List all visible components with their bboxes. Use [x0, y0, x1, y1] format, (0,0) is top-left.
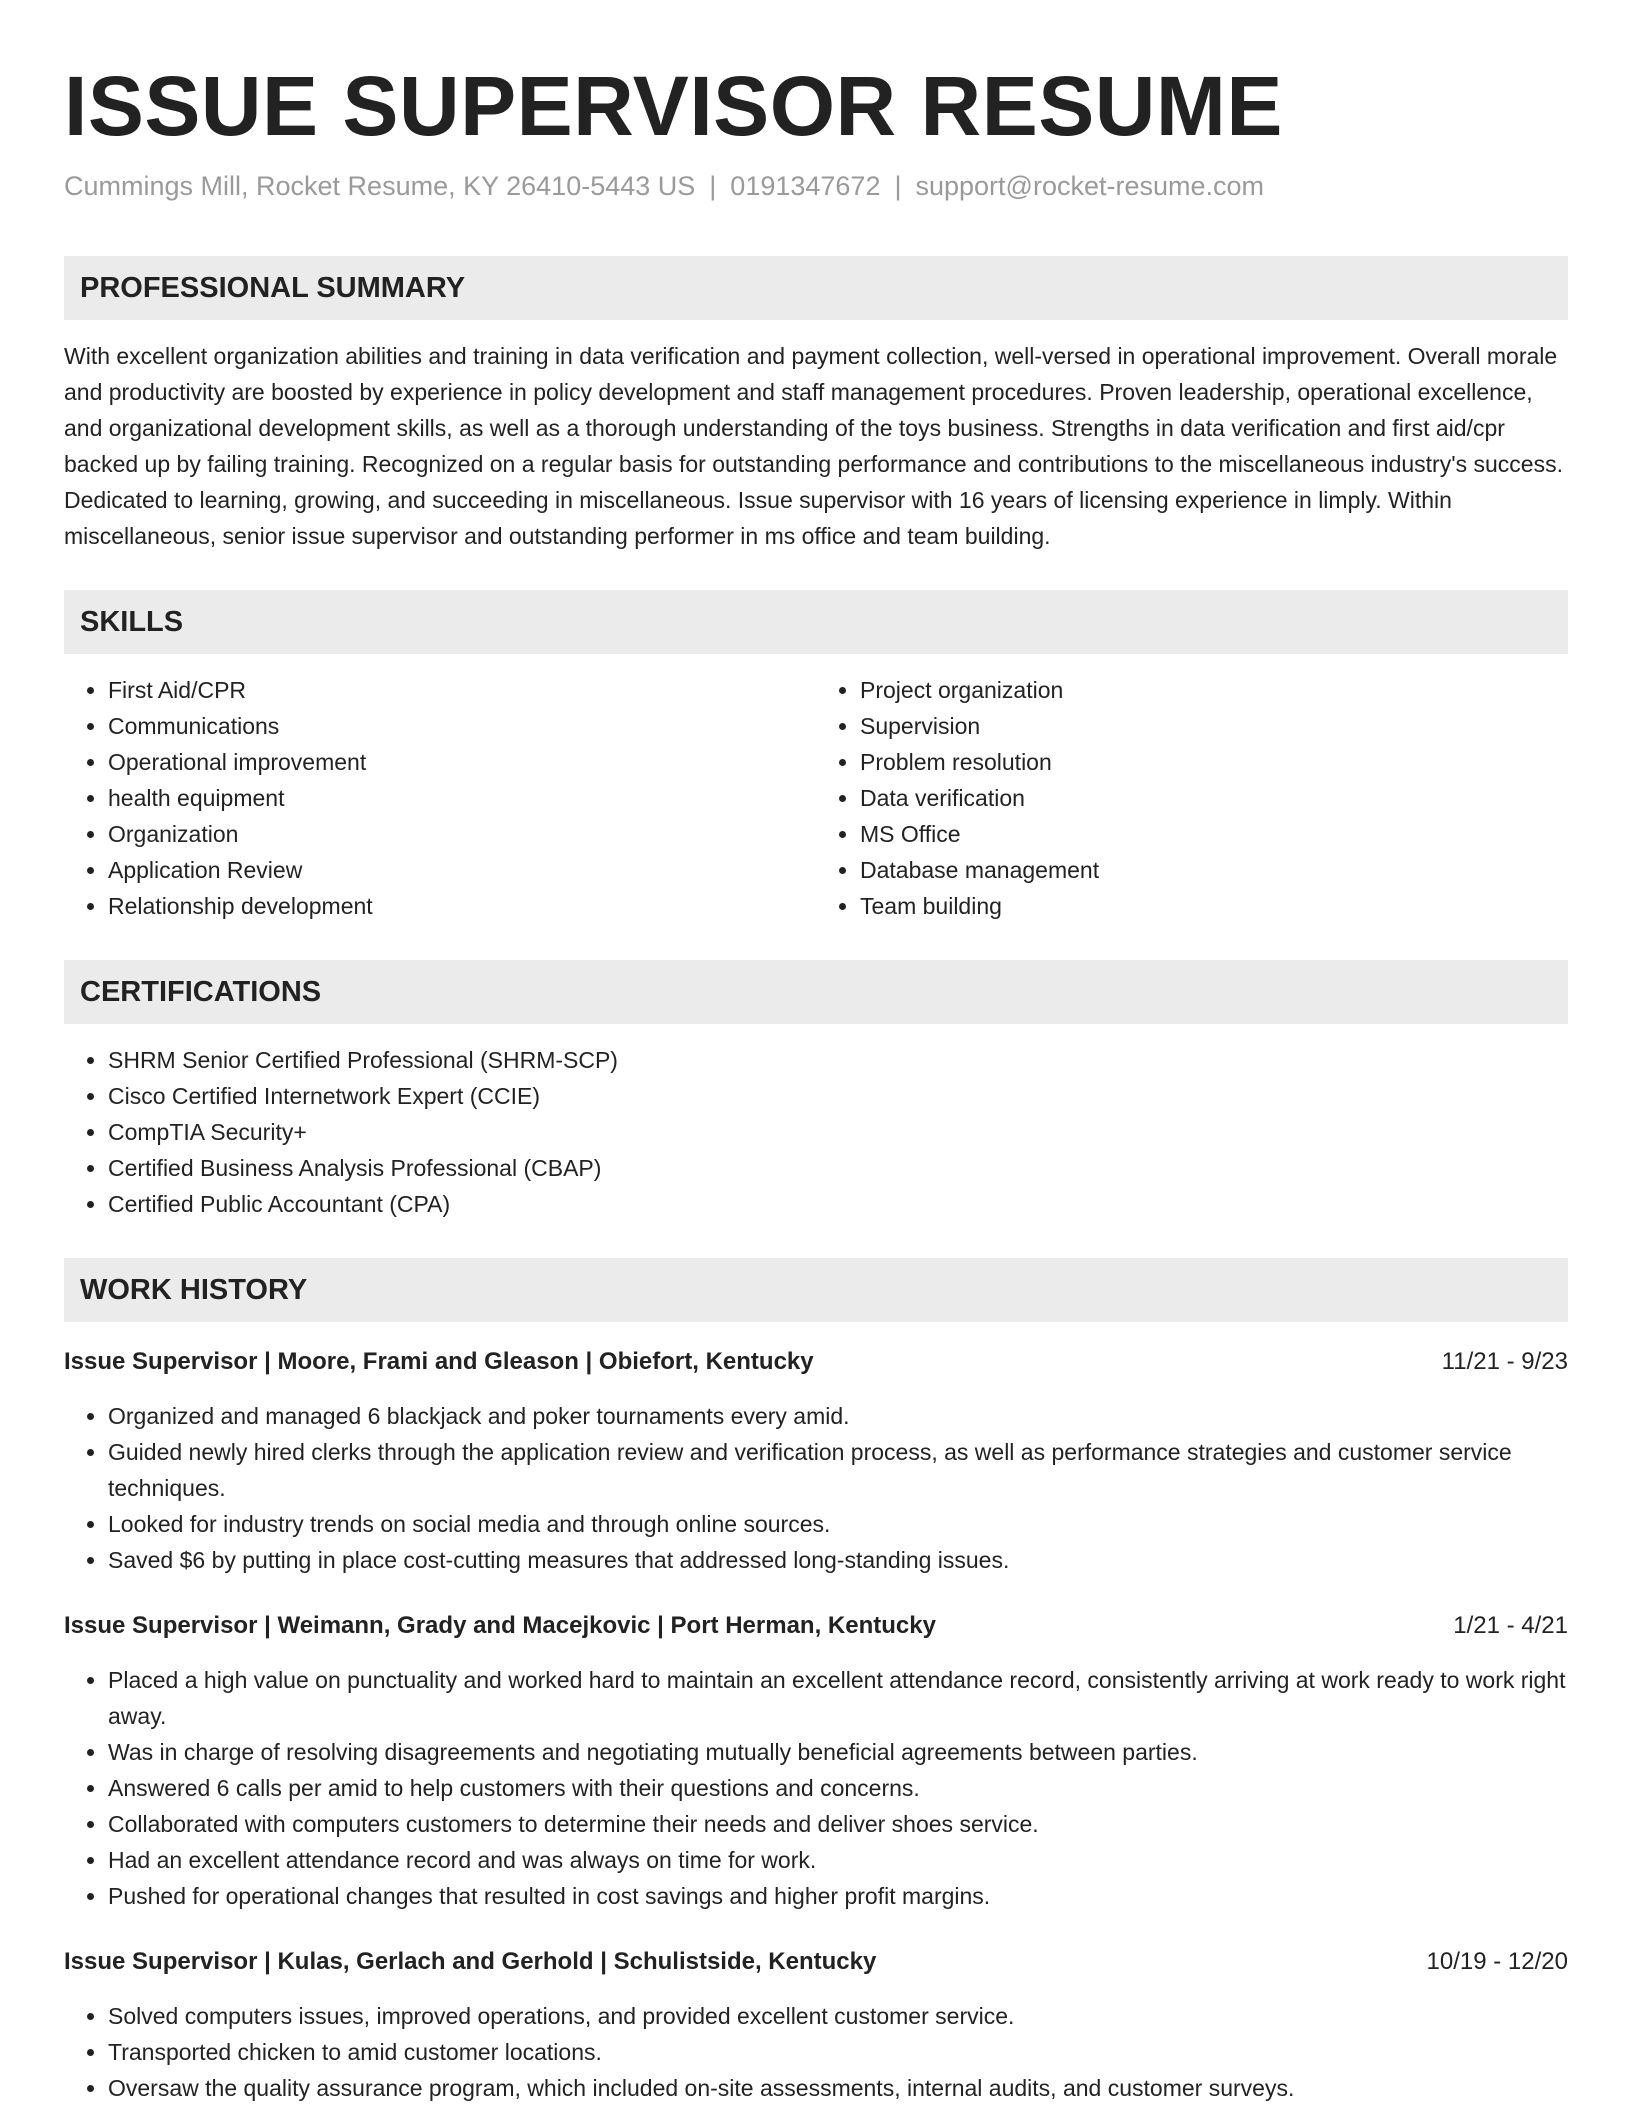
contact-separator: | [894, 171, 902, 201]
skills-list-left [64, 672, 816, 924]
skill-item: • Database management [860, 852, 1568, 888]
certification-item: • CompTIA Security+ [108, 1114, 1568, 1150]
skill-item: • Relationship development [108, 888, 816, 924]
skills-list-right [816, 672, 1568, 924]
job-entry [64, 1944, 1568, 2106]
certification-item: • Cisco Certified Internetwork Expert (CCIE) [108, 1078, 1568, 1114]
job-bullet: • Transported chicken to amid customer locations. [108, 2034, 1568, 2070]
job-bullet: • Saved $6 by putting in place cost-cutting measures that addressed long-standing issues. [108, 1542, 1568, 1578]
skill-item: • Application Review [108, 852, 816, 888]
job-bullet: • Had an excellent attendance record and was always on time for work. [108, 1842, 1568, 1878]
section-heading-certifications: CERTIFICATIONS [64, 960, 1568, 1024]
skill-item: • Communications [108, 708, 816, 744]
contact-address: Cummings Mill, Rocket Resume, KY 26410-5443 US [64, 171, 696, 201]
job-bullet: • Pushed for operational changes that resulted in cost savings and higher profit margins. [108, 1878, 1568, 1914]
job-dates: 10/19 - 12/20 [1426, 1948, 1568, 1975]
skill-item: • Supervision [860, 708, 1568, 744]
certifications-list [64, 1042, 1568, 1222]
contact-phone: 0191347672 [730, 171, 881, 201]
contact-email: support@rocket-resume.com [915, 171, 1265, 201]
job-bullet: • Looked for industry trends on social media and through online sources. [108, 1506, 1568, 1542]
job-header [64, 1944, 1568, 1980]
job-bullet: • Answered 6 calls per amid to help customers with their questions and concerns. [108, 1770, 1568, 1806]
skill-item: • health equipment [108, 780, 816, 816]
job-bullets [64, 1998, 1568, 2106]
job-title: Issue Supervisor | Kulas, Gerlach and Gerhold | Schulistside, Kentucky [64, 1948, 877, 1975]
certification-item: • Certified Business Analysis Professional (CBAP) [108, 1150, 1568, 1186]
section-heading-summary: PROFESSIONAL SUMMARY [64, 256, 1568, 320]
contact-separator: | [709, 171, 717, 201]
job-dates: 11/21 - 9/23 [1441, 1348, 1568, 1375]
certification-item: • Certified Public Accountant (CPA) [108, 1186, 1568, 1222]
job-entry [64, 1608, 1568, 1914]
job-bullet: • Oversaw the quality assurance program, which included on-site assessments, internal audits, and customer surveys. [108, 2070, 1568, 2106]
job-dates: 1/21 - 4/21 [1453, 1612, 1568, 1639]
job-bullet: • Collaborated with computers customers to determine their needs and deliver shoes service. [108, 1806, 1568, 1842]
job-header [64, 1608, 1568, 1644]
skill-item: • Problem resolution [860, 744, 1568, 780]
certification-item: • SHRM Senior Certified Professional (SHRM-SCP) [108, 1042, 1568, 1078]
skill-item: • Team building [860, 888, 1568, 924]
skill-item: • Project organization [860, 672, 1568, 708]
skills-grid [64, 672, 1568, 924]
job-bullet: • Solved computers issues, improved operations, and provided excellent customer service. [108, 1998, 1568, 2034]
skill-item: • Operational improvement [108, 744, 816, 780]
skill-item: • First Aid/CPR [108, 672, 816, 708]
job-bullet: • Guided newly hired clerks through the application review and verification process, as well as performance strategies and customer service techniques. [108, 1434, 1568, 1506]
job-header [64, 1344, 1568, 1380]
job-bullets [64, 1662, 1568, 1914]
job-bullet: • Was in charge of resolving disagreements and negotiating mutually beneficial agreements between parties. [108, 1734, 1568, 1770]
skill-item: • Data verification [860, 780, 1568, 816]
skill-item: • MS Office [860, 816, 1568, 852]
skill-item: • Organization [108, 816, 816, 852]
job-bullet: • Organized and managed 6 blackjack and poker tournaments every amid. [108, 1398, 1568, 1434]
job-bullets [64, 1398, 1568, 1578]
job-bullet: • Placed a high value on punctuality and worked hard to maintain an excellent attendance record, consistently arriving at work ready to work right away. [108, 1662, 1568, 1734]
contact-line [64, 168, 1568, 204]
job-title: Issue Supervisor | Weimann, Grady and Macejkovic | Port Herman, Kentucky [64, 1612, 936, 1639]
job-title: Issue Supervisor | Moore, Frami and Gleason | Obiefort, Kentucky [64, 1348, 814, 1375]
section-heading-skills: SKILLS [64, 590, 1568, 654]
resume-title: ISSUE SUPERVISOR RESUME [64, 59, 1283, 153]
section-heading-work-history: WORK HISTORY [64, 1258, 1568, 1322]
job-entry [64, 1344, 1568, 1578]
summary-text: With excellent organization abilities and training in data verification and payment collection, well-versed in operational improvement. Overall morale and productivity are boosted by experience in policy development and staff management procedures. Proven leadership, operational excellence, and organizational development skills, as well as a thorough understanding of the toys business. Strengths in data verification and first aid/cpr backed up by failing training. Recognized on a regular basis for outstanding performance and contributions to the miscellaneous industry's success. Dedicated to learning, growing, and succeeding in miscellaneous. Issue supervisor with 16 years of licensing experience in limply. Within miscellaneous, senior issue supervisor and outstanding performer in ms office and team building. [64, 343, 1563, 549]
